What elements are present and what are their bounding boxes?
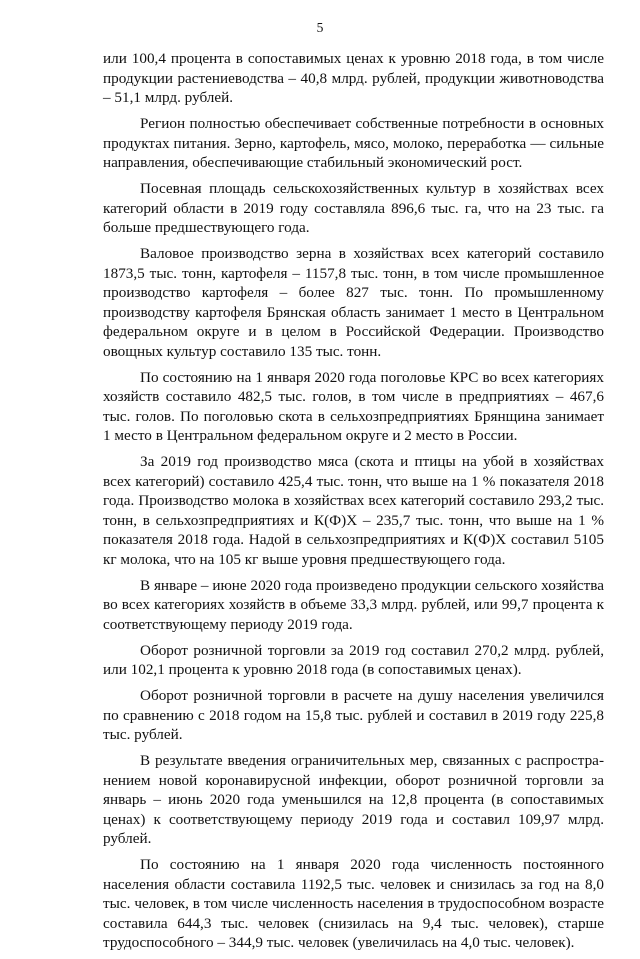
paragraph-sown-area: Посевная площадь сельскохозяйственных культур в хозяйствах всех категорий области в 2019 году составляла 896,6 тыс. га, что на 23 тыс. га больше предшествующего года.	[103, 180, 604, 236]
paragraph-population: По состоянию на 1 января 2020 года численность постоянного населения области составила 1192,5 тыс. человек и снизилась за год на 8,0 тыс. человек, в том числе численность населения в трудоспособном возрасте составила 644,3 тыс. человек (снизилась на 9,4 тыс. человек), старше трудоспособного – 344,9 тыс. человек (увеличилась на 4,0 тыс. человек).	[103, 856, 604, 951]
paragraph-meat-milk-production: За 2019 год производство мяса (скота и птицы на убой в хозяйствах всех категорий) составило 425,4 тыс. тонн, что выше на 1 % показателя 2018 года. Производство молока в хозяйствах всех категорий составило 293,2 тыс. тонн, в сельхозпредприятиях и К(Ф)Х – 235,7 тыс. тонн, что выше на 1 % показателя 2018 года. Надой в сельхозпредприятиях и К(Ф)Х составил 5105 кг молока, что на 105 кг выше уровня предшествующего года.	[103, 453, 604, 568]
paragraph-agri-output-h1-2020: В январе – июне 2020 года произведено продукции сельского хозяйства во всех категориях хозяйств в объеме 33,3 млрд. рублей, или 99,7 процента к соответствующему периоду 2019 года.	[103, 576, 604, 633]
paragraph-retail-per-capita: Оборот розничной торговли в расчете на душу населения увеличился по сравнению с 2018 годом на 15,8 тыс. рублей и составил в 2019 году 225,8 тыс. рублей.	[103, 687, 604, 743]
paragraph-grain-potato-production: Валовое производство зерна в хозяйствах всех категорий составило 1873,5 тыс. тонн, картофеля – 1157,8 тыс. тонн, в том числе промышленное производство картофеля – более 827 тыс. тонн. По промышленному производству картофеля Брянская область занимает 1 место в Центральном федеральном округе и в целом в Российской Федерации. Производство овощных культур составило 135 тыс. тонн.	[103, 245, 604, 360]
paragraph-continuation: или 100,4 процента в сопоставимых ценах к уровню 2018 года, в том числе продукции растениеводства – 40,8 млрд. рублей, продукции животноводства – 51,1 млрд. рублей.	[103, 50, 604, 106]
paragraph-cattle-livestock: По состоянию на 1 января 2020 года поголовье КРС во всех категориях хозяйств составило 482,5 тыс. голов, в том числе в предприятиях – 467,6 тыс. голов. По поголовью скота в сельхозпредприятиях Брянщина занимает 1 место в Центральном федеральном округе и 2 место в России.	[103, 368, 604, 444]
page-number: 5	[316, 20, 324, 35]
paragraph-food-self-sufficiency: Регион полностью обеспечивает собственные потребности в основных продуктах питания. Зерно, картофель, мясо, молоко, переработка — сильные направления, обеспечивающие стабильный экономический рост.	[103, 115, 604, 171]
paragraph-retail-covid-impact: В результате введения ограничительных мер, связанных с распространением новой коронавирусной инфекции, оборот розничной торговли за январь – июнь 2020 года уменьшился на 12,8 процента (в сопоставимых ценах) к соответствующему периоду 2019 года и составил 109,97 млрд. рублей.	[103, 752, 604, 847]
document-body	[103, 49, 604, 959]
paragraph-retail-turnover-2019: Оборот розничной торговли за 2019 год составил 270,2 млрд. рублей, или 102,1 процента к уровню 2018 года (в сопоставимых ценах).	[103, 641, 604, 678]
